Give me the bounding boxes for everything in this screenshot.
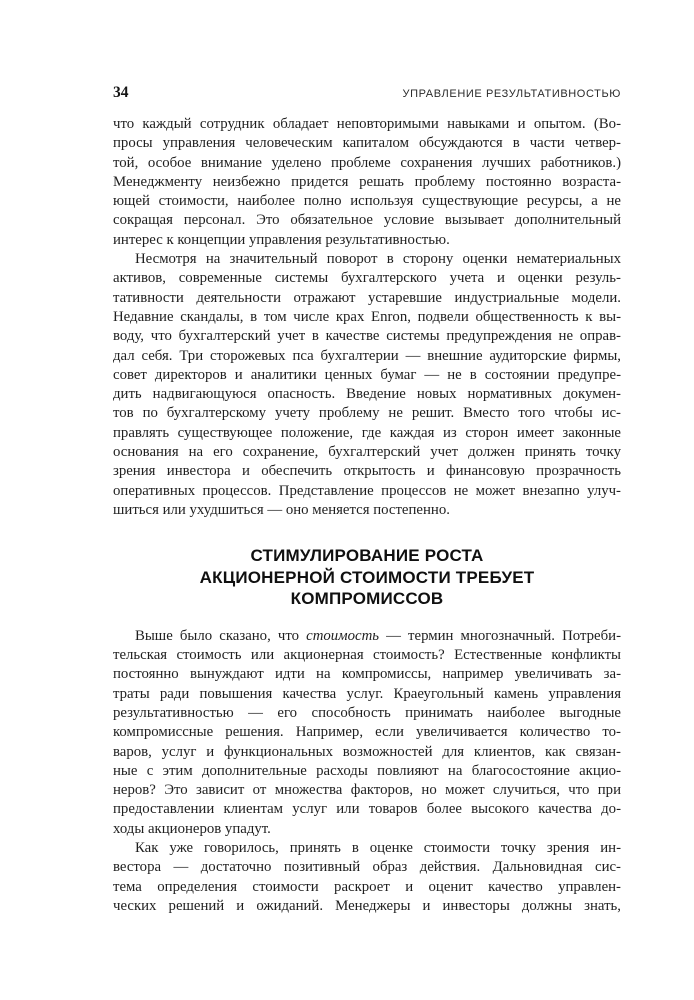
body-line: тельская стоимость или акционерная стоимость? Естественные конфликты (113, 647, 621, 664)
body-line: тема определения стоимости раскроет и оценит качество управлен- (113, 878, 621, 895)
body-line: Как уже говорилось, принять в оценке стоимости точку зрения ин- (135, 840, 621, 856)
body-line: ющей стоимости, наиболее полно используя существующие ресурсы, а не (113, 193, 621, 210)
body-line: шиться или ухудшиться — оно меняется постепенно. (113, 501, 450, 518)
section-heading-line: КОМПРОМИССОВ (290, 589, 444, 609)
body-line: воду, что бухгалтерский учет в качестве системы предупреждения не оправ- (113, 328, 621, 345)
body-line: основания на его сохранение, бухгалтерский учет должен принять точку (113, 444, 621, 461)
body-line: интерес к концепции управления результативностью. (113, 231, 450, 248)
body-line: что каждый сотрудник обладает неповторимыми навыками и опытом. (Во- (113, 116, 621, 132)
body-line: дить надвигающуюся опасность. Введение новых нормативных докумен- (113, 386, 621, 403)
body-text: Выше было сказано, что (135, 627, 307, 644)
section-heading-line: АКЦИОНЕРНОЙ СТОИМОСТИ ТРЕБУЕТ (199, 567, 535, 587)
section-heading (113, 545, 621, 610)
body-line: ходы акционеров упадут. (113, 820, 271, 837)
body-line: зрения инвестора и обеспечить открытость и финансовую прозрачность (113, 463, 621, 480)
paragraph-2 (113, 250, 621, 520)
body-line: тативности деятельности отражают устаревшие индустриальные модели. (113, 289, 621, 306)
text-column (113, 84, 621, 916)
body-line: Несмотря на значительный поворот в сторону оценки нематериальных (135, 251, 621, 268)
body-line: Менеджменту неизбежно придется решать проблему постоянно возраста- (113, 173, 621, 190)
body-line: ческих решений и ожиданий. Менеджеры и инвесторы должны знать, (113, 897, 621, 914)
paragraph-1 (113, 115, 621, 250)
running-header: УПРАВЛЕНИЕ РЕЗУЛЬТАТИВНОСТЬЮ (402, 88, 621, 100)
italic-term: стоимость (306, 627, 380, 644)
body-line: тов по бухгалтерскому учету проблему не решит. Вместо того чтобы ис- (113, 405, 621, 422)
body-text: — термин многозначный. Потреби- (379, 627, 621, 644)
body-line: постоянно вынуждают идти на компромиссы, например увеличивать за- (113, 666, 621, 683)
body-line: Недавние скандалы, в том числе крах Enron, подвели общественность к вы- (113, 308, 621, 325)
paragraph-4 (113, 839, 621, 916)
body-line: результативностью — его способность принимать наиболее выгодные (113, 704, 621, 721)
body-line: правлять существующее положение, где каждая из сторон имеет законные (113, 424, 621, 441)
body-line: ные с этим дополнительные расходы повлияют на благосостояние акцио- (113, 762, 621, 779)
body-line (113, 627, 621, 646)
body-line: компромиссные решения. Например, если увеличивается количество то- (113, 724, 621, 741)
body-line: дал себя. Три сторожевых пса бухгалтерии — внешние аудиторские фирмы, (113, 347, 621, 364)
body-line: той, особое внимание уделено проблеме сохранения лучших работников.) (113, 154, 621, 171)
body-line: активов, современные системы бухгалтерского учета и оценки резуль- (113, 270, 621, 287)
body-line: вестора — достаточно позитивный образ действия. Дальновидная сис- (113, 859, 621, 876)
body-line: совет директоров и аналитики ценных бумаг — не в состоянии предупре- (113, 366, 621, 383)
body-line: оперативных процессов. Представление процессов не может внезапно улуч- (113, 482, 621, 499)
page-header (113, 84, 621, 102)
paragraph-3 (113, 627, 621, 839)
page-number: 34 (113, 84, 129, 101)
section-heading-line: СТИМУЛИРОВАНИЕ РОСТА (250, 546, 484, 566)
body-line: варов, услуг и функциональных возможностей для клиентов, как связан- (113, 743, 621, 760)
body-line: сокращая персонал. Это обязательное условие вызывает дополнительный (113, 212, 621, 229)
body-line: просы управления человеческим капиталом обсуждаются в части четвер- (113, 135, 621, 152)
body-line: неров? Это зависит от множества факторов, но может случиться, что при (113, 782, 621, 799)
body-line: предоставлении клиентам услуг или товаров более высокого качества до- (113, 801, 621, 818)
body-line: траты ради повышения качества услуг. Краеугольный камень управления (113, 685, 621, 702)
